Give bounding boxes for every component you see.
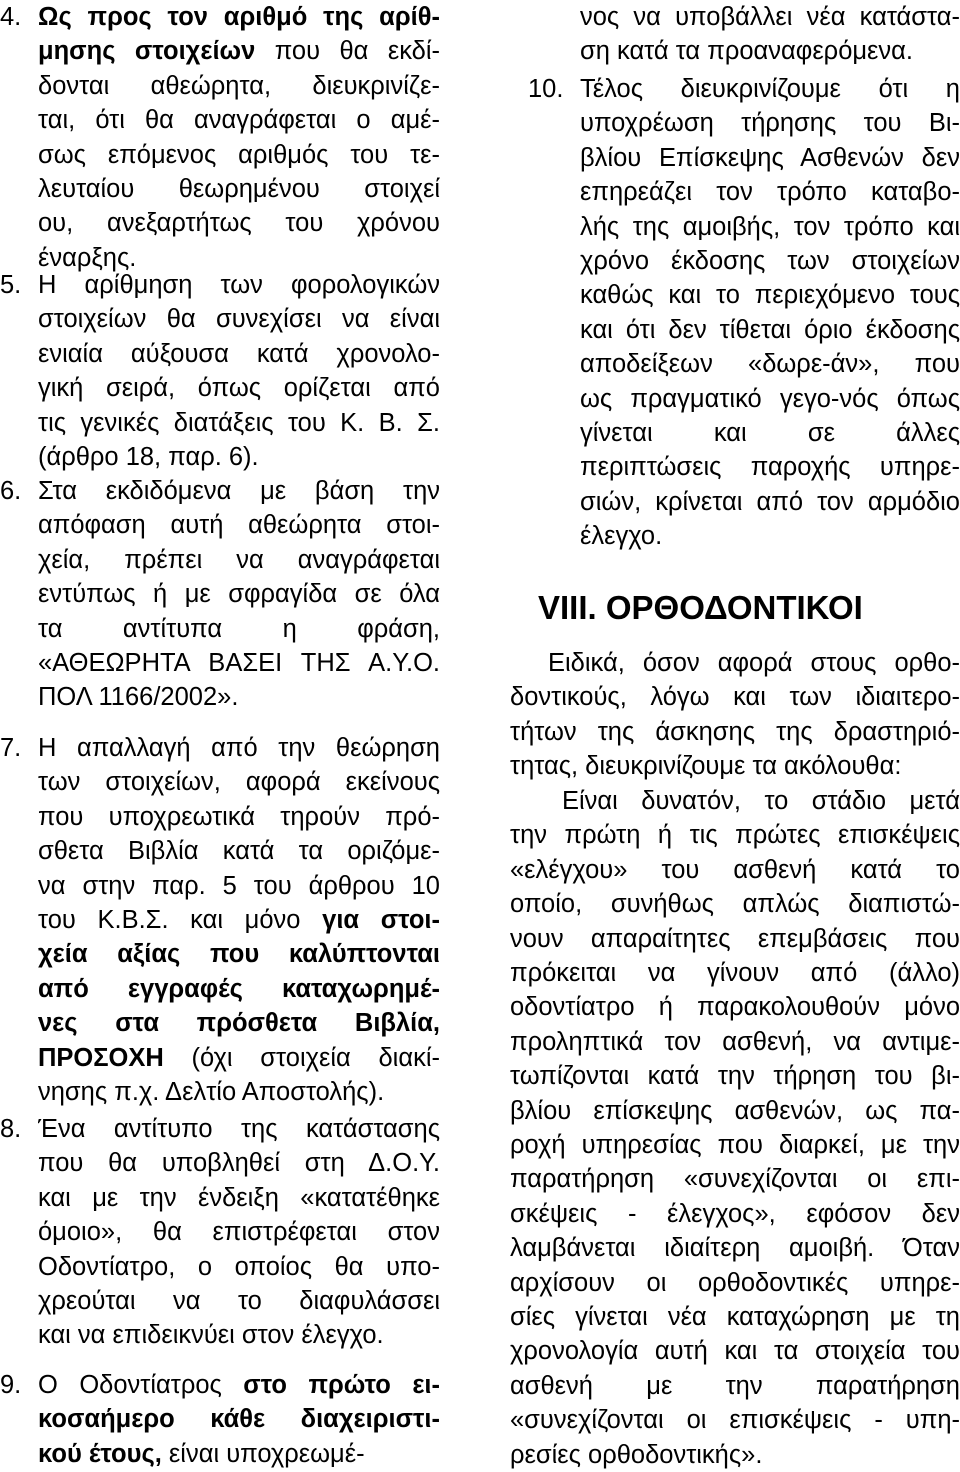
item9-line — [38, 1368, 440, 1402]
text-run: κοσαήμερο κάθε διαχειριστι- — [38, 1405, 440, 1434]
item7-line — [38, 869, 440, 903]
item8-number: 8. — [0, 1115, 22, 1143]
item4-line — [38, 138, 440, 172]
item8-line: όμοιο», θα επιστρέφεται στον — [38, 1218, 440, 1247]
item9-number: 9. — [0, 1371, 22, 1399]
item10-line: ως πραγματικό γεγο-νός όπως — [580, 384, 960, 413]
item9-line — [38, 1437, 440, 1471]
item4-line — [38, 34, 440, 68]
item10-line: περιπτώσεις παροχής υπηρε- — [580, 453, 960, 482]
para2-line: προληπτικά τον ασθενή, να αντιμε- — [510, 1027, 960, 1056]
item10-line: καθώς και το περιεχόμενο τους — [580, 281, 960, 310]
item4-line — [38, 206, 440, 240]
item7-line — [38, 937, 440, 971]
item7-number: 7. — [0, 734, 22, 762]
item9-line — [38, 1402, 440, 1436]
item5-line: ενιαία αύξουσα κατά χρονολο- — [38, 339, 440, 368]
text-run: νες στα πρόσθετα Βιβλία, — [38, 1009, 440, 1038]
para1-line: τητας, διευκρινίζουμε τα ακόλουθα: — [510, 752, 902, 781]
item5-line: (άρθρο 18, παρ. 6). — [38, 443, 259, 471]
item10-line: και ότι δεν τίθεται όριο έκδοσης — [580, 315, 960, 344]
text-run: Η απαλλαγή από την θεώρηση — [38, 734, 440, 762]
text-run: ται, ότι θα αναγράφεται ο αμέ- — [38, 106, 440, 135]
item4-number: 4. — [0, 3, 22, 31]
item5-line: Η αρίθμηση των φορολογικών — [38, 271, 440, 299]
text-run: των στοιχείων, αφορά εκείνους — [38, 768, 440, 797]
item5-number: 5. — [0, 271, 22, 299]
section-heading: VIII. ΟΡΘΟΔΟΝΤΙΚΟΙ — [538, 589, 863, 626]
item5-line: τις γενικές διατάξεις του Κ. Β. Σ. — [38, 408, 440, 437]
item7-line — [38, 1075, 440, 1109]
item7-line — [38, 1041, 440, 1075]
item8-line: που θα υποβληθεί στη Δ.Ο.Υ. — [38, 1149, 440, 1178]
text-run: δονται αθεώρητα, διευκρινίζε- — [38, 71, 440, 100]
text-run: που θα εκδί- — [255, 37, 440, 66]
text-run: (όχι στοιχεία διακί- — [163, 1043, 440, 1072]
para2-line: λαμβάνεται ιδιαίτερη αμοιβή. Όταν — [510, 1234, 960, 1263]
para2-line: «συνεχίζονται οι επισκέψεις - υπη- — [510, 1406, 960, 1435]
item6-line: ΠΟΛ 1166/2002». — [38, 683, 239, 712]
para2-line: πρόκειται να γίνουν από (άλλο) — [510, 959, 960, 987]
text-run: στο πρώτο ει- — [243, 1371, 440, 1399]
text-run: για στοι- — [322, 906, 440, 934]
item7-line — [38, 800, 440, 834]
text-run: ΠΡΟΣΟΧΗ — [38, 1043, 164, 1072]
text-run: να στην παρ. 5 του άρθρου 10 — [38, 871, 440, 900]
item10-line: υποχρέωση τήρησης του Βι- — [580, 109, 960, 138]
item5-line: γική σειρά, όπως ορίζεται από — [38, 374, 440, 403]
text-run: του Κ.Β.Σ. και μόνο — [38, 906, 323, 934]
item10-number: 10. — [528, 75, 564, 103]
text-run: ου, ανεξαρτήτως του χρόνου — [38, 209, 440, 238]
item4-line — [38, 0, 440, 34]
continuation-line: ση κατά τα προαναφερόμενα. — [580, 37, 914, 66]
para2-line: σίες γίνεται νέα καταχώρηση με τη — [510, 1303, 960, 1331]
item10-line: βλίου Επίσκεψης Ασθενών δεν — [580, 143, 960, 172]
para2-line: ρεσίες ορθοδοντικής». — [510, 1440, 763, 1469]
para2-line: νουν απαραίτητες επεμβάσεις που — [510, 924, 960, 953]
item8-line: Ένα αντίτυπο της κατάστασης — [38, 1115, 440, 1143]
text-run: μησης στοιχείων — [38, 37, 256, 66]
item10-line: χρόνο έκδοσης των στοιχείων — [580, 247, 960, 275]
para2-line: ασθενή με την παρατήρηση — [510, 1371, 960, 1400]
item6-line: Στα εκδιδόμενα με βάση την — [38, 477, 440, 505]
item7-line — [38, 765, 440, 799]
para2-line: Είναι δυνατόν, το στάδιο μετά — [562, 787, 960, 815]
text-run: σως επόμενος αριθμός του τε- — [38, 140, 440, 169]
item10-line: έλεγχο. — [580, 522, 663, 551]
text-run: είναι υποχρεωμέ- — [161, 1439, 365, 1468]
text-run: λευταίου θεωρημένου στοιχεί — [38, 175, 440, 203]
para2-line: την πρώτη ή τις πρώτες επισκέψεις — [510, 821, 960, 850]
item4-line — [38, 69, 440, 103]
para2-line: «ελέγχου» του ασθενή κατά το — [510, 855, 960, 884]
continuation-line: νος να υποβάλλει νέα κατάστα- — [580, 3, 960, 31]
para2-line: οδοντίατρο ή παρακολουθούν μόνο — [510, 993, 960, 1022]
item6-line: απόφαση αυτή αθεώρητα στοι- — [38, 511, 440, 540]
item6-number: 6. — [0, 477, 22, 505]
item8-line: και με την ένδειξη «κατατέθηκε — [38, 1183, 440, 1212]
item10-line: λής της αμοιβής, τον τρόπο και — [580, 212, 960, 241]
item8-line: χρεούται να το διαφυλάσσει — [38, 1287, 440, 1315]
text-run: σθετα Βιβλία κατά τα οριζόμε- — [38, 837, 440, 866]
para2-line: αρχίσουν οι ορθοδοντικές υπηρε- — [510, 1268, 960, 1297]
para2-line: χρονολογία αυτή και τα στοιχεία του — [510, 1337, 960, 1366]
item7-line — [38, 834, 440, 868]
item10-line: Τέλος διευκρινίζουμε ότι η — [580, 75, 960, 103]
item7-line — [38, 1006, 440, 1040]
item4-line — [38, 172, 440, 206]
item5-line: στοιχείων θα συνεχίσει να είναι — [38, 305, 440, 334]
text-run: που υποχρεωτικά τηρούν πρό- — [38, 802, 440, 831]
para2-line: οποίο, συνήθως απλώς διαπιστώ- — [510, 890, 960, 919]
para1-line: Ειδικά, όσον αφορά στους ορθο- — [548, 649, 960, 677]
para2-line: τωπίζονται κατά την τήρηση του βι- — [510, 1062, 960, 1091]
para2-line: παρατήρηση «συνεχίζονται οι επι- — [510, 1165, 960, 1194]
text-run: Ο Οδοντίατρος — [38, 1371, 244, 1399]
para1-line: δοντικούς, λόγω και των ιδιαιτερο- — [510, 683, 960, 712]
para2-line: ροχή υπηρεσίας που διαρκεί, με την — [510, 1131, 960, 1159]
item10-line: σιών, κρίνεται από τον αρμόδιο — [580, 487, 960, 516]
text-run: χεία αξίας που καλύπτονται — [38, 940, 440, 969]
item7-line — [38, 903, 440, 937]
item6-line: εντύπως ή με σφραγίδα σε όλα — [38, 580, 440, 609]
text-run: κού έτους, — [38, 1439, 162, 1468]
item6-line: χεία, πρέπει να αναγράφεται — [38, 545, 440, 574]
item10-line: γίνεται και σε άλλες — [580, 419, 960, 447]
para2-line: σκέψεις - έλεγχος», εφόσον δεν — [510, 1199, 960, 1228]
item10-line: επηρεάζει τον τρόπο καταβο- — [580, 178, 960, 207]
text-run: από εγγραφές καταχωρημέ- — [38, 974, 440, 1003]
text-run: έναρξης. — [38, 243, 137, 272]
para1-line: τήτων της άσκησης της δραστηριό- — [510, 717, 960, 746]
item7-line — [38, 731, 440, 765]
item6-line: «ΑΘΕΩΡΗΤΑ ΒΑΣΕΙ ΤΗΣ Α.Υ.Ο. — [38, 649, 440, 677]
item4-line — [38, 103, 440, 137]
text-run: νησης π.χ. Δελτίο Αποστολής). — [38, 1078, 385, 1106]
item10-line: αποδείξεων «δωρε-άν», που — [580, 350, 960, 379]
item7-line — [38, 972, 440, 1006]
para2-line: βλίου επίσκεψης ασθενών, ως πα- — [510, 1096, 960, 1125]
item6-line: τα αντίτυπα η φράση, — [38, 614, 440, 643]
item8-line: Οδοντίατρο, ο οποίος θα υπο- — [38, 1252, 440, 1281]
item8-line: και να επιδεικνύει στον έλεγχο. — [38, 1321, 384, 1350]
text-run: Ως προς τον αριθμό της αρίθ- — [38, 3, 440, 31]
